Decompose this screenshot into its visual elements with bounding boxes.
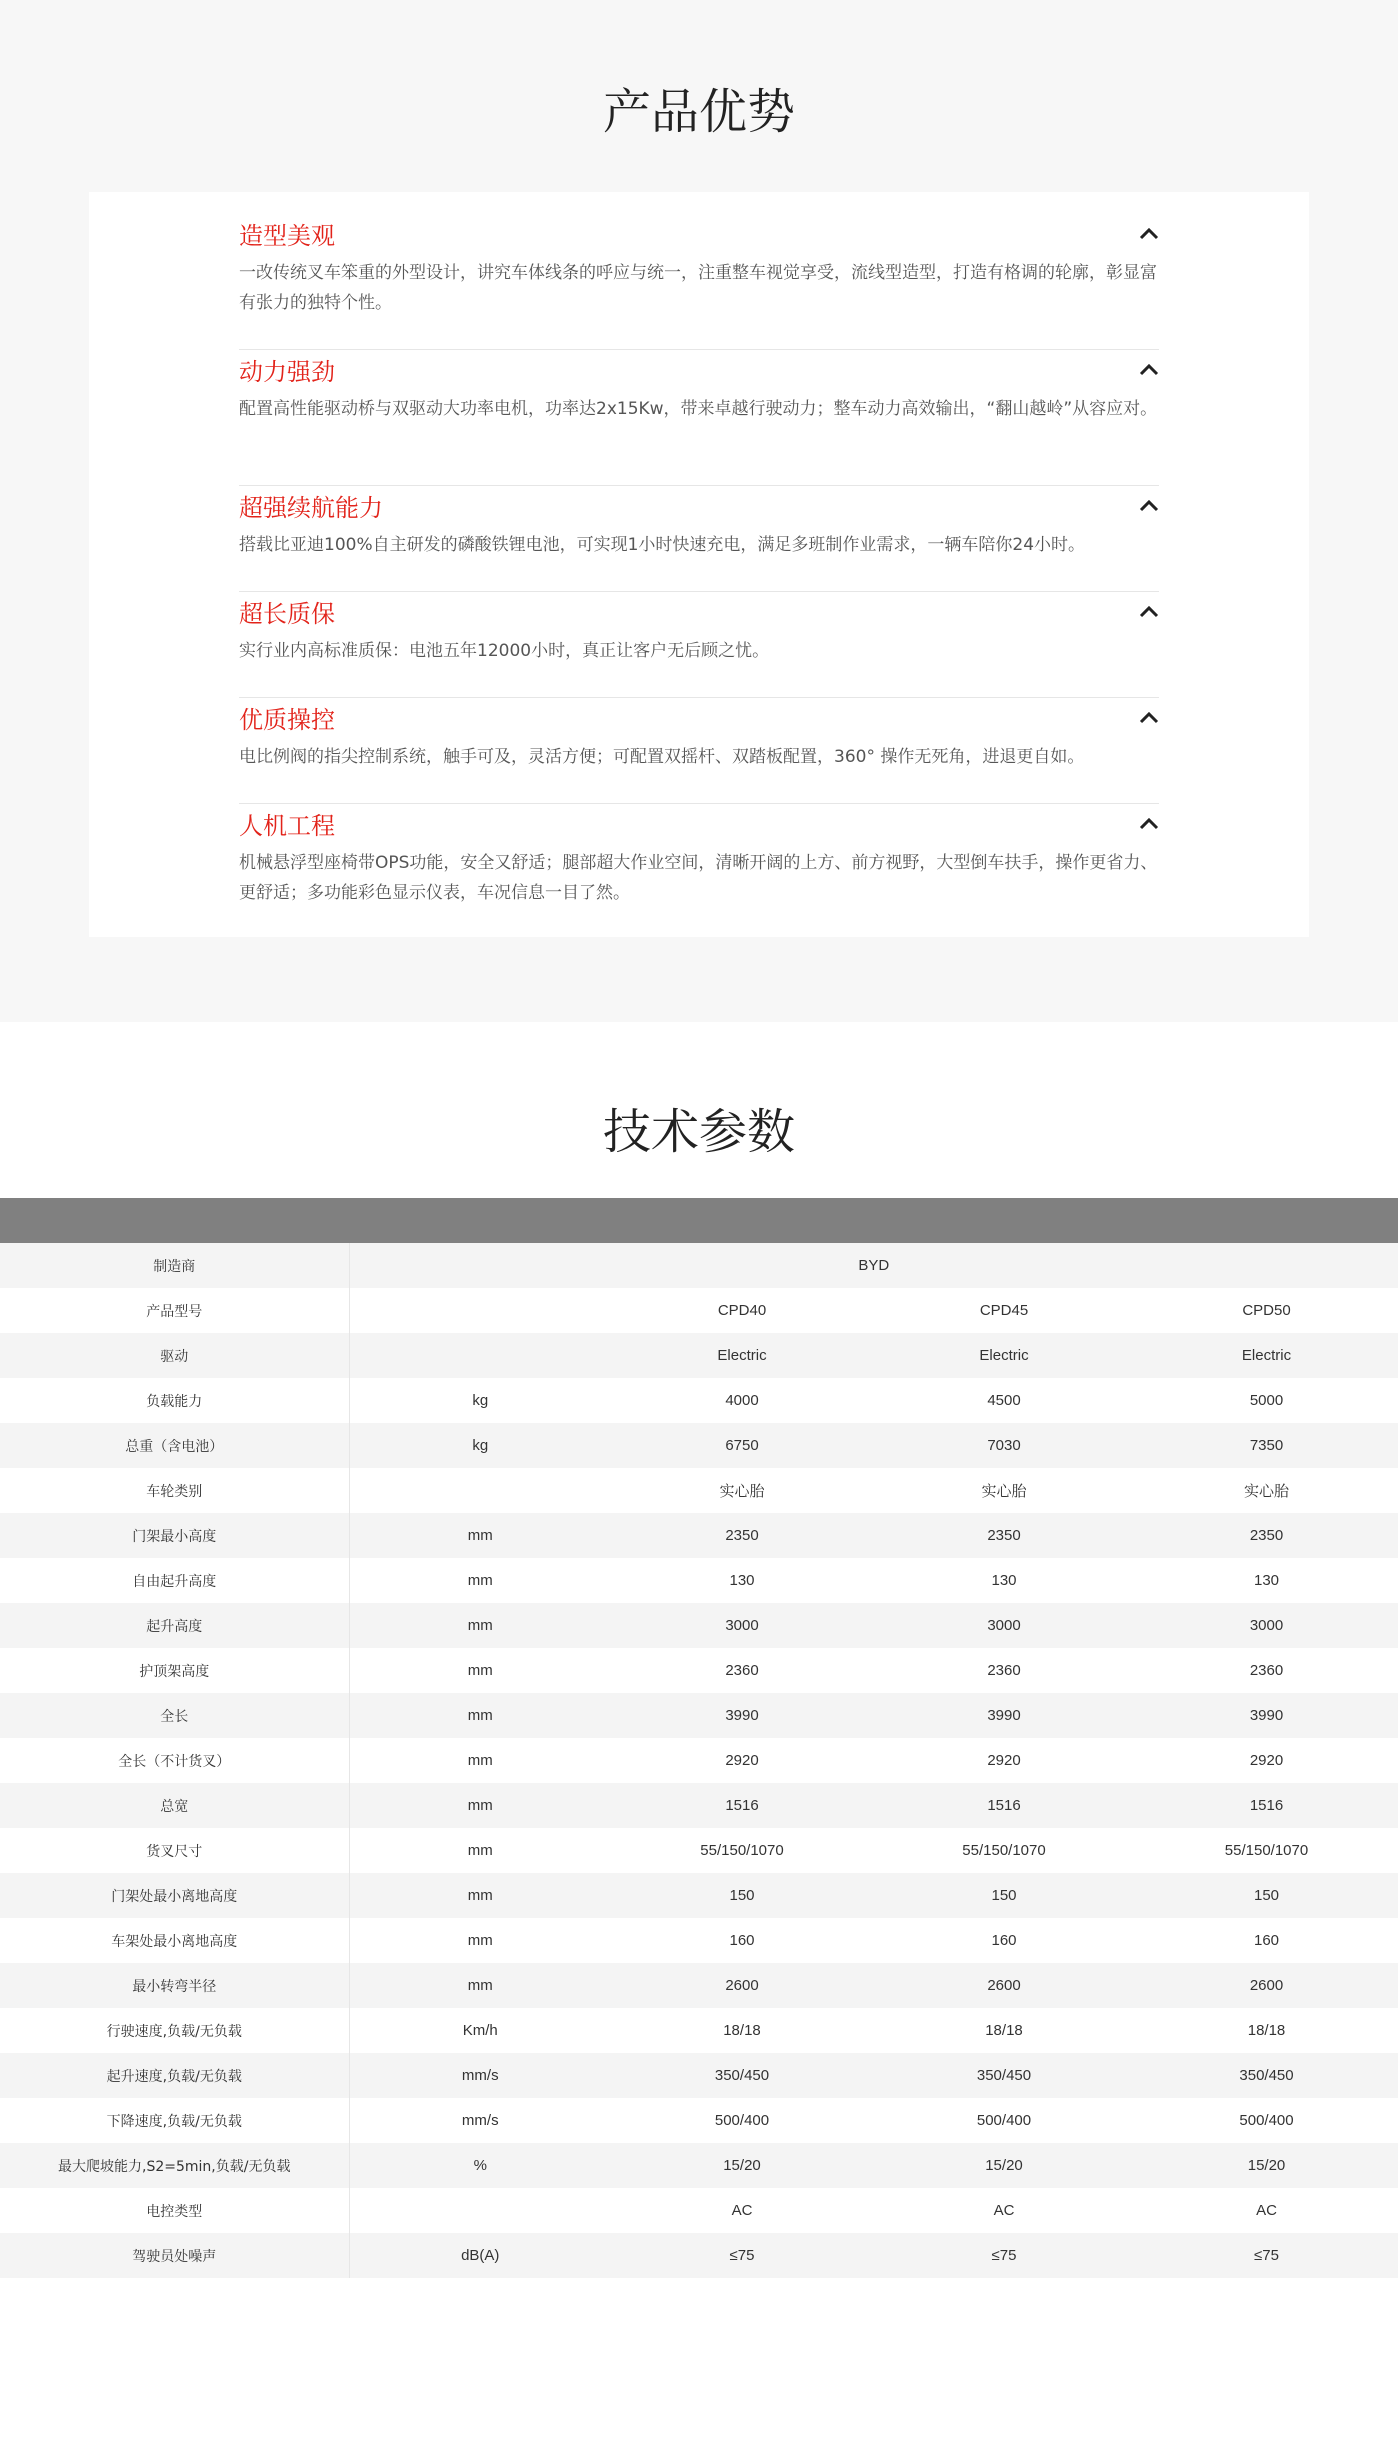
spec-value: 3990: [611, 1693, 873, 1738]
spec-name: 最大爬坡能力,S2=5min,负载/无负载: [0, 2143, 349, 2188]
chevron-up-icon[interactable]: [1139, 601, 1159, 621]
accordion-header[interactable]: [239, 698, 1159, 736]
spec-value: CPD50: [1135, 1288, 1398, 1333]
specs-table-header-bar: [0, 1198, 1398, 1243]
table-row: [0, 1738, 1398, 1783]
table-row: [0, 1333, 1398, 1378]
spec-value: 2920: [873, 1738, 1135, 1783]
spec-value: 2600: [1135, 1963, 1398, 2008]
spec-value: 2360: [611, 1648, 873, 1693]
table-row: [0, 1558, 1398, 1603]
spec-value: Electric: [1135, 1333, 1398, 1378]
table-row: [0, 1288, 1398, 1333]
accordion-description: 电比例阀的指尖控制系统，触手可及，灵活方便；可配置双摇杆、双踏板配置，360° 操作无死角，进退更自如。: [239, 747, 1085, 767]
spec-value: 160: [611, 1918, 873, 1963]
spec-unit: [349, 1288, 611, 1333]
spec-unit: [349, 1333, 611, 1378]
spec-value: 130: [873, 1558, 1135, 1603]
spec-value: 350/450: [611, 2053, 873, 2098]
spec-unit: kg: [349, 1423, 611, 1468]
spec-value: 18/18: [873, 2008, 1135, 2053]
spec-value: 2360: [873, 1648, 1135, 1693]
spec-value: 3000: [611, 1603, 873, 1648]
accordion-header[interactable]: [239, 592, 1159, 630]
spec-unit: mm: [349, 1918, 611, 1963]
table-row-manufacturer: [0, 1243, 1398, 1288]
accordion-header[interactable]: [239, 804, 1159, 842]
spec-value: 7350: [1135, 1423, 1398, 1468]
spec-value: 160: [873, 1918, 1135, 1963]
accordion-description: 实行业内高标准质保：电池五年12000小时，真正让客户无后顾之忧。: [239, 641, 770, 661]
spec-name: 驾驶员处噪声: [0, 2233, 349, 2278]
accordion-item: [239, 592, 1159, 698]
spec-unit: mm: [349, 1513, 611, 1558]
spec-value: 18/18: [1135, 2008, 1398, 2053]
accordion-header[interactable]: [239, 214, 1159, 252]
spec-unit: mm: [349, 1828, 611, 1873]
accordion-title: 优质操控: [239, 705, 335, 734]
spec-unit: mm: [349, 1963, 611, 2008]
chevron-up-icon[interactable]: [1139, 223, 1159, 243]
spec-value: 350/450: [873, 2053, 1135, 2098]
spec-unit: mm: [349, 1603, 611, 1648]
spec-value: 实心胎: [1135, 1468, 1398, 1513]
spec-name: 全长: [0, 1693, 349, 1738]
spec-value: 4500: [873, 1378, 1135, 1423]
spec-value: 130: [1135, 1558, 1398, 1603]
spec-unit: mm: [349, 1693, 611, 1738]
table-row: [0, 1918, 1398, 1963]
table-row: [0, 1468, 1398, 1513]
spec-value: ≤75: [611, 2233, 873, 2278]
spec-name: 门架处最小离地高度: [0, 1873, 349, 1918]
spec-value: 55/150/1070: [1135, 1828, 1398, 1873]
table-row: [0, 1828, 1398, 1873]
spec-unit: [349, 2188, 611, 2233]
spec-unit: Km/h: [349, 2008, 611, 2053]
table-row: [0, 2143, 1398, 2188]
spec-value: CPD40: [611, 1288, 873, 1333]
table-row: [0, 1873, 1398, 1918]
spec-value: 6750: [611, 1423, 873, 1468]
spec-name: 自由起升高度: [0, 1558, 349, 1603]
spec-value: 18/18: [611, 2008, 873, 2053]
advantages-card: [89, 192, 1309, 937]
table-row: [0, 1423, 1398, 1468]
spec-value: 3000: [1135, 1603, 1398, 1648]
accordion-title: 超长质保: [239, 599, 335, 628]
spec-name: 下降速度,负载/无负载: [0, 2098, 349, 2143]
spec-value: 7030: [873, 1423, 1135, 1468]
spec-name: 车轮类别: [0, 1468, 349, 1513]
spec-name: 产品型号: [0, 1288, 349, 1333]
spec-value: 2600: [611, 1963, 873, 2008]
spec-name: 起升高度: [0, 1603, 349, 1648]
spec-unit: mm: [349, 1873, 611, 1918]
spec-value: 15/20: [611, 2143, 873, 2188]
spec-value: 150: [611, 1873, 873, 1918]
spec-value: 1516: [873, 1783, 1135, 1828]
spec-unit: mm: [349, 1783, 611, 1828]
spec-name: 车架处最小离地高度: [0, 1918, 349, 1963]
accordion-header[interactable]: [239, 350, 1159, 388]
spec-value: 130: [611, 1558, 873, 1603]
accordion-item: [239, 214, 1159, 350]
spec-value: 500/400: [873, 2098, 1135, 2143]
spec-value: 4000: [611, 1378, 873, 1423]
spec-value: 3000: [873, 1603, 1135, 1648]
spec-value: 2350: [873, 1513, 1135, 1558]
spec-value: 15/20: [873, 2143, 1135, 2188]
spec-name: 负载能力: [0, 1378, 349, 1423]
spec-name: 总宽: [0, 1783, 349, 1828]
table-row: [0, 1963, 1398, 2008]
accordion-item: [239, 804, 1159, 934]
specs-table-wrap: [0, 1243, 1398, 2278]
spec-name: 电控类型: [0, 2188, 349, 2233]
spec-unit: mm: [349, 1648, 611, 1693]
table-row: [0, 2188, 1398, 2233]
spec-unit: dB(A): [349, 2233, 611, 2278]
spec-value: AC: [873, 2188, 1135, 2233]
spec-value: 150: [873, 1873, 1135, 1918]
accordion-header[interactable]: [239, 486, 1159, 524]
accordion-item: [239, 350, 1159, 486]
spec-value: 55/150/1070: [873, 1828, 1135, 1873]
spec-value: 2920: [611, 1738, 873, 1783]
spec-value: 150: [1135, 1873, 1398, 1918]
spec-value: 350/450: [1135, 2053, 1398, 2098]
spec-value: 15/20: [1135, 2143, 1398, 2188]
accordion-description: 搭载比亚迪100%自主研发的磷酸铁锂电池，可实现1小时快速充电，满足多班制作业需求，一辆车陪你24小时。: [239, 535, 1086, 555]
table-row: [0, 1513, 1398, 1558]
spec-name: 全长（不计货叉）: [0, 1738, 349, 1783]
accordion-title: 人机工程: [239, 811, 335, 840]
spec-name: 行驶速度,负载/无负载: [0, 2008, 349, 2053]
spec-value: 500/400: [1135, 2098, 1398, 2143]
accordion-item: [239, 698, 1159, 804]
table-row: [0, 1378, 1398, 1423]
spec-name: 最小转弯半径: [0, 1963, 349, 2008]
accordion-title: 动力强劲: [239, 357, 335, 386]
spec-name: 门架最小高度: [0, 1513, 349, 1558]
spec-unit: mm: [349, 1738, 611, 1783]
advantages-accordion: [239, 214, 1159, 934]
spec-name: 起升速度,负载/无负载: [0, 2053, 349, 2098]
table-row: [0, 2008, 1398, 2053]
advantages-section: [0, 0, 1398, 1022]
spec-name: 货叉尺寸: [0, 1828, 349, 1873]
specs-title: 技术参数: [602, 1104, 795, 1160]
table-row: [0, 1603, 1398, 1648]
spec-value: 1516: [1135, 1783, 1398, 1828]
spec-value: 500/400: [611, 2098, 873, 2143]
spec-name: 驱动: [0, 1333, 349, 1378]
table-row: [0, 2053, 1398, 2098]
spec-value: AC: [611, 2188, 873, 2233]
spec-unit: mm/s: [349, 2098, 611, 2143]
spec-unit: [349, 1468, 611, 1513]
spec-unit: mm/s: [349, 2053, 611, 2098]
spec-value: Electric: [611, 1333, 873, 1378]
spec-value: 实心胎: [611, 1468, 873, 1513]
chevron-up-icon[interactable]: [1139, 813, 1159, 833]
accordion-title: 造型美观: [239, 221, 335, 250]
accordion-description: 一改传统叉车笨重的外型设计，讲究车体线条的呼应与统一，注重整车视觉享受，流线型造型，打造有格调的轮廓，彰显富有张力的独特个性。: [239, 263, 1157, 313]
spec-value: 2350: [611, 1513, 873, 1558]
advantages-title: 产品优势: [602, 84, 795, 140]
manufacturer-value: BYD: [349, 1243, 1398, 1288]
spec-unit: kg: [349, 1378, 611, 1423]
spec-unit: %: [349, 2143, 611, 2188]
spec-name: 总重（含电池）: [0, 1423, 349, 1468]
spec-value: 2600: [873, 1963, 1135, 2008]
spec-value: 1516: [611, 1783, 873, 1828]
spec-value: 3990: [1135, 1693, 1398, 1738]
spec-name: 护顶架高度: [0, 1648, 349, 1693]
table-row: [0, 1783, 1398, 1828]
spec-value: 55/150/1070: [611, 1828, 873, 1873]
accordion-description: 机械悬浮型座椅带OPS功能，安全又舒适；腿部超大作业空间，清晰开阔的上方、前方视野，大型倒车扶手，操作更省力、更舒适；多功能彩色显示仪表，车况信息一目了然。: [239, 853, 1158, 903]
spec-value: AC: [1135, 2188, 1398, 2233]
spec-value: 5000: [1135, 1378, 1398, 1423]
spec-value: ≤75: [873, 2233, 1135, 2278]
chevron-up-icon[interactable]: [1139, 359, 1159, 379]
accordion-title: 超强续航能力: [239, 493, 383, 522]
chevron-up-icon[interactable]: [1139, 707, 1159, 727]
spec-name: 制造商: [0, 1243, 349, 1288]
spec-value: Electric: [873, 1333, 1135, 1378]
table-row: [0, 2098, 1398, 2143]
spec-value: CPD45: [873, 1288, 1135, 1333]
table-row: [0, 1693, 1398, 1738]
spec-value: 实心胎: [873, 1468, 1135, 1513]
table-row: [0, 2233, 1398, 2278]
spec-value: 2920: [1135, 1738, 1398, 1783]
spec-value: 3990: [873, 1693, 1135, 1738]
spec-value: 2350: [1135, 1513, 1398, 1558]
accordion-item: [239, 486, 1159, 592]
table-row: [0, 1648, 1398, 1693]
spec-value: 160: [1135, 1918, 1398, 1963]
spec-value: ≤75: [1135, 2233, 1398, 2278]
chevron-up-icon[interactable]: [1139, 495, 1159, 515]
specs-table: [0, 1243, 1398, 2278]
accordion-description: 配置高性能驱动桥与双驱动大功率电机，功率达2x15Kw，带来卓越行驶动力；整车动力高效输出，“翻山越岭”从容应对。: [239, 399, 1158, 419]
spec-unit: mm: [349, 1558, 611, 1603]
spec-value: 2360: [1135, 1648, 1398, 1693]
